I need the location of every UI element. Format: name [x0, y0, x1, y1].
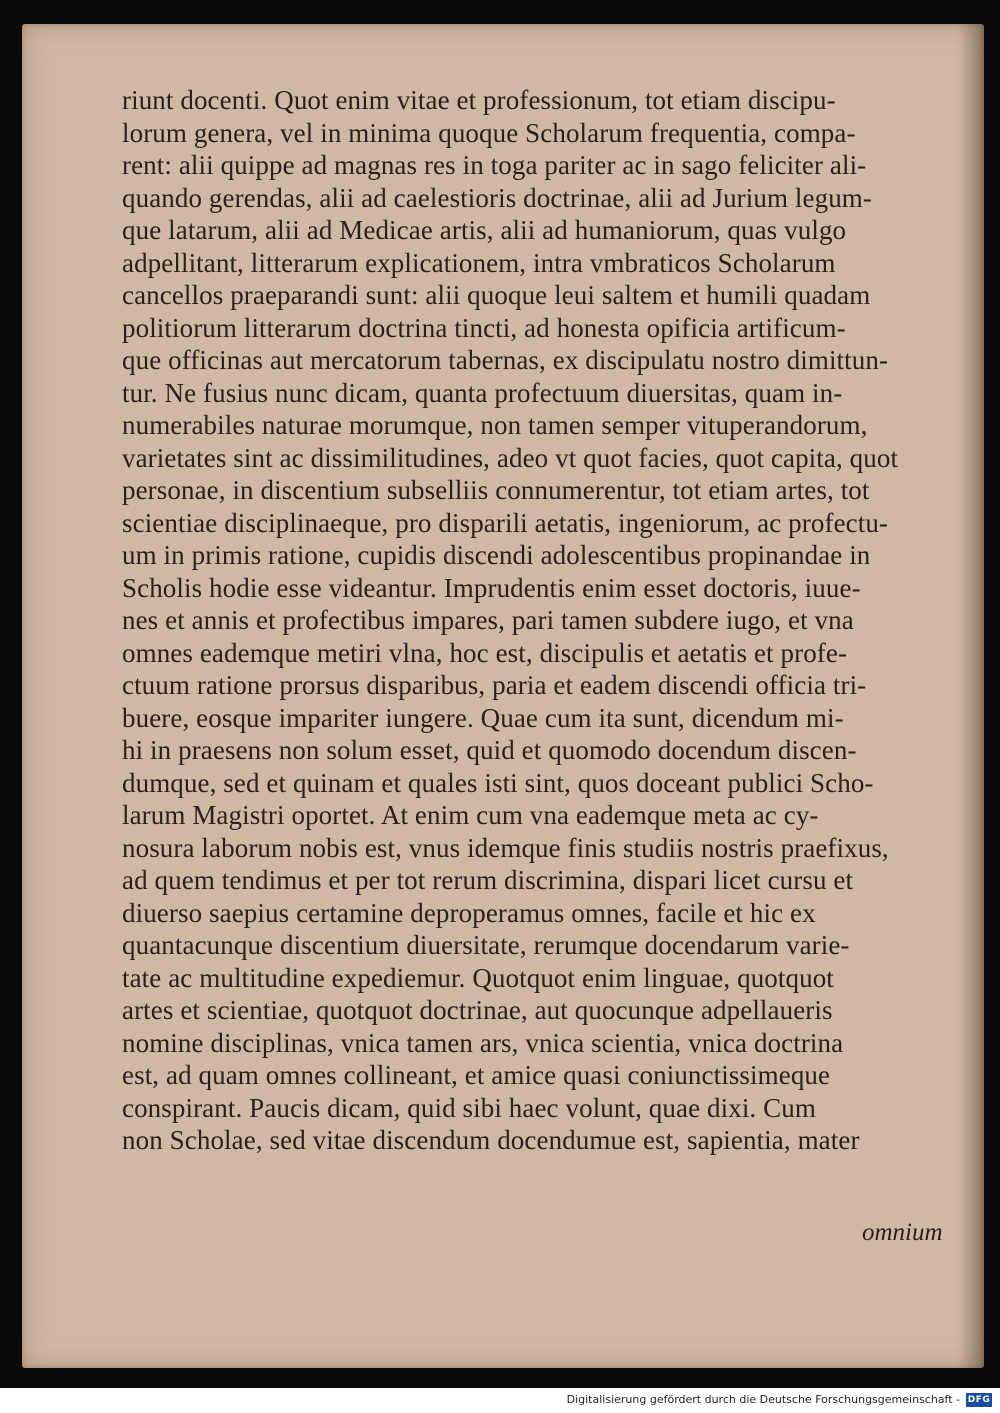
text-line-30: nomine disciplinas, vnica tamen ars, vnica scientia, vnica doctrina — [122, 1027, 844, 1058]
text-line-16: Scholis hodie esse videantur. Imprudentis enim esset doctoris, iuue- — [122, 572, 861, 603]
text-line-24: nosura laborum nobis est, vnus idemque finis studiis nostris praefixus, — [122, 832, 889, 863]
text-line-27: quantacunque discentium diuersitate, rerumque docendarum varie- — [122, 930, 850, 960]
text-line-10: tur. Ne fusius nunc dicam, quanta profectuum diuersitas, quam in- — [122, 377, 843, 408]
text-line-13: personae, in discentium subselliis connumerentur, tot etiam artes, tot — [122, 475, 870, 505]
text-line-4: quando gerendas, alii ad caelestioris doctrinae, alii ad Jurium legum- — [122, 182, 873, 213]
text-line-19: ctuum ratione prorsus disparibus, paria et eadem discendi officia tri- — [122, 670, 867, 700]
text-line-9: que officinas aut mercatorum tabernas, ex discipulatu nostro dimittun- — [122, 345, 889, 375]
text-line-32: conspirant. Paucis dicam, quid sibi haec volunt, quae dixi. Cum — [122, 1092, 816, 1123]
text-line-7: cancellos praeparandi sunt: alii quoque leui saltem et humili quadam — [122, 280, 871, 310]
catchword: omnium — [862, 1219, 943, 1246]
text-line-23: larum Magistri oportet. At enim cum vna eademque meta ac cy- — [122, 800, 819, 830]
book-page — [22, 24, 984, 1368]
text-line-20: buere, eosque impariter iungere. Quae cum ita sunt, dicendum mi- — [122, 702, 844, 733]
text-line-21: hi in praesens non solum esset, quid et quomodo docendum discen- — [122, 735, 857, 765]
text-line-1: riunt docenti. Quot enim vitae et professionum, tot etiam discipu- — [122, 85, 836, 115]
text-line-17: nes et annis et profectibus impares, pari tamen subdere iugo, et vna — [122, 605, 854, 635]
text-line-3: rent: alii quippe ad magnas res in toga pariter ac in sago feliciter ali- — [122, 150, 867, 180]
text-line-29: artes et scientiae, quotquot doctrinae, aut quocunque adpellaueris — [122, 995, 833, 1025]
text-line-12: varietates sint ac dissimilitudines, adeo vt quot facies, quot capita, quot — [122, 442, 899, 473]
text-line-6: adpellitant, litterarum explicationem, intra vmbraticos Scholarum — [122, 247, 836, 278]
text-line-15: um in primis ratione, cupidis discendi adolescentibus propinandae in — [122, 540, 871, 570]
text-line-8: politiorum litterarum doctrina tincti, ad honesta opificia artificum- — [122, 312, 846, 343]
text-line-2: lorum genera, vel in minima quoque Scholarum frequentia, compa- — [122, 117, 856, 148]
dfg-logo: DFG — [967, 1395, 991, 1405]
text-line-26: diuerso saepius certamine deproperamus omnes, facile et hic ex — [122, 897, 816, 928]
text-line-31: est, ad quam omnes collineant, et amice quasi coniunctissimeque — [122, 1060, 831, 1090]
text-line-18: omnes eademque metiri vlna, hoc est, discipulis et aetatis et profe- — [122, 637, 848, 668]
text-line-22: dumque, sed et quinam et quales isti sint, quos doceant publici Scho- — [122, 767, 874, 798]
text-line-28: tate ac multitudine expediemur. Quotquot enim linguae, quotquot — [122, 962, 834, 993]
text-line-5: que latarum, alii ad Medicae artis, alii ad humaniorum, quas vulgo — [122, 215, 847, 245]
text-line-25: ad quem tendimus et per tot rerum discrimina, dispari licet cursu et — [122, 865, 854, 895]
funding-credit: Digitalisierung gefördert durch die Deutsche Forschungsgemeinschaft - — [566, 1393, 960, 1406]
footer-bar — [0, 1388, 1000, 1413]
text-line-11: numerabiles naturae morumque, non tamen semper vituperandorum, — [122, 410, 868, 440]
text-line-14: scientiae disciplinaeque, pro disparili aetatis, ingeniorum, ac profectu- — [122, 507, 889, 538]
text-line-33: non Scholae, sed vitae discendum docendumue est, sapientia, mater — [122, 1125, 860, 1155]
page-text — [122, 84, 1000, 1157]
